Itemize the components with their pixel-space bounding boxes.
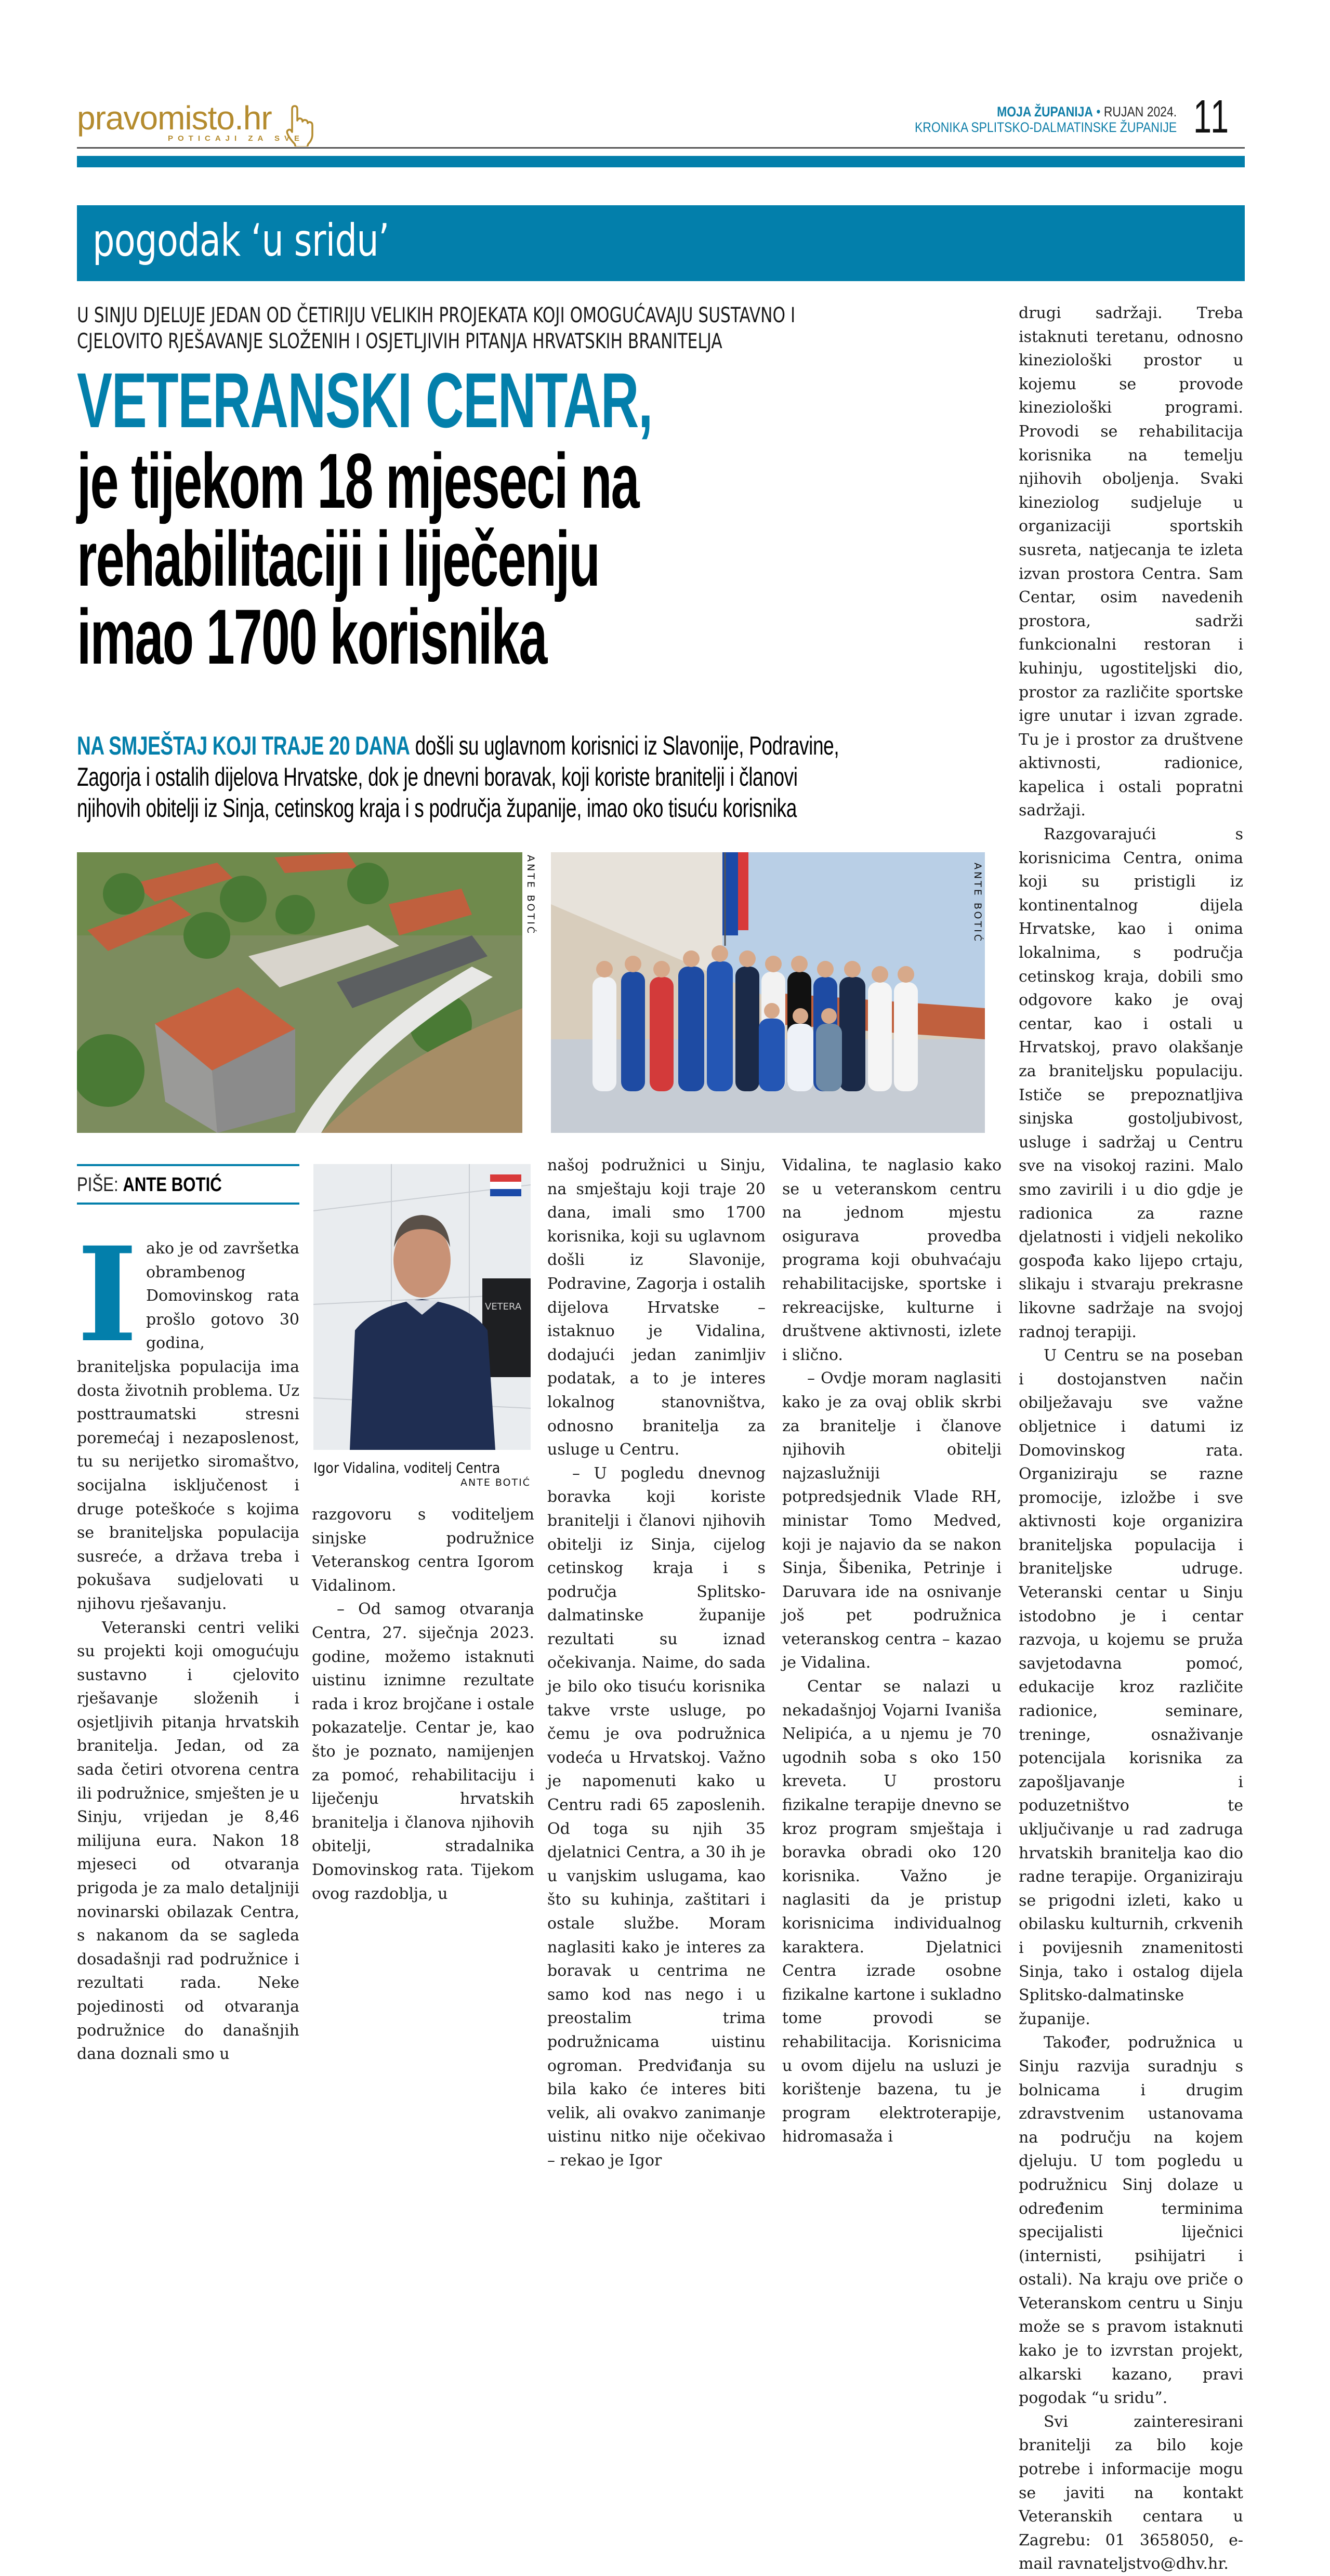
article-paragraph: našoj podružnici u Sinju, na smještaju koji traje 20 dana, imali smo 1700 korisnika, koji su uglavnom došli iz Slavonije, Podravine, Zagorja i ostalih dijelova Hrvatske – istaknuo je Vidalina, dodajući jedan zanimljiv podatak, a to je interes lokalnog stanovništva, odnosno branitelja za usluge u Centru. [547,1156,766,1459]
staff-group-photo [551,852,985,1133]
header-blue-strip [77,156,1245,167]
logo-tagline: POTICAJI ZA SVE [168,134,304,143]
article-column-4 [782,1154,1002,2149]
kicker-line: U SINJU DJELUJE JEDAN OD ČETIRIJU VELIKIH PROJEKATA KOJI OMOGUĆAVAJU SUSTAVNO I [77,303,796,327]
byline-rule-bottom [77,1203,299,1205]
article-column-5 [1019,301,1243,2576]
article-paragraph: Vidalina, te naglasio kako se u veteranskom centru na jednom mjestu osigurava provedba programa koji obuhvaćaju rehabilitacijske, sportske i rekreacijske, kulturne i društvene aktivnosti, izlete i slično. [782,1156,1002,1364]
article-paragraph: drugi sadržaji. Treba istaknuti teretanu, odnosno kineziološki prostor u kojemu se provode kineziološki programi. Provodi se rehabilitacija korisnika na temelju njihovih oboljenja. Svaki kineziolog sudjeluje u organizaciji sportskih susreta, natjecanja te izleta izvan prostora Centra. Sam Centar, osim navedenih prostora, sadrži funkcionalni restoran i kuhinju, ugostiteljski dio, prostor za različite sportske igre unutar i izvan zgrade. Tu je i prostor za društvene aktivnosti, radionice, kapelica i ostali popratni sadržaji. [1019,304,1243,820]
article-column-2 [312,1503,534,1906]
aerial-photo [77,852,522,1133]
kicker-line: CJELOVITO RJEŠAVANJE SLOŽENIH I OSJETLJIVIH PITANJA HRVATSKIH BRANITELJA [77,329,722,353]
article-paragraph: U Centru se na poseban i dostojanstven način obilježavaju sve važne obljetnice i datumi iz Domovinskog rata. Organiziraju se razne promocije, izložbe i sve aktivnosti koje organizira braniteljska populacija i braniteljske udruge. Veteranski centar u Sinju istodobno je i centar razvoja, u kojemu se pruža savjetodavna pomoć, edukacije kroz različite radionice, seminare, treninge, osnaživanje potencijala korisnika za zapošljavanje i poduzetništvo te uključivanje u rad zadruga hrvatskih branitelja kao dio radne terapije. Organiziraju se prigodni izleti, kako u obilasku kulturnih, crkvenih i povijesnih znamenitosti Sinja, tako i ostalog dijela Splitsko-dalmatinske županije. [1019,1346,1243,2028]
portrait-caption: Igor Vidalina, voditelj Centra [313,1459,501,1476]
headline [77,356,1012,680]
portrait-sign-text: VETERA [485,1301,522,1312]
article-paragraph: – U pogledu dnevnog boravka koji koriste branitelji i članovi njihovih obitelji iz Sinja, cijelog cetinskog kraja i s područja Splitsko-dalmatinske županije rezultati su iznad očekivanja. Naime, do sada je bilo oko tisuću korisnika takve vrste usluge, po čemu je ova podružnica vodeća u Hrvatskoj. Važno je napomenuti kako u Centru radi 65 zaposlenih. Od toga su njih 35 djelatnici Centra, a 30 ih je u vanjskim uslugama, kao što su kuhinja, zaštitari i ostale službe. Moram naglasiti kako je interes za boravak u centrima ne samo kod nas nego i u preostalim trima podružnicama uistinu ogroman. Predviđanja su bila kako će interes biti velik, ali ovakvo zanimanje uistinu nitko nije očekivao – rekao je Igor [547,1464,766,2170]
deck-text: došli su uglavnom korisnici iz Slavonije, Podravine, [410,731,839,760]
issue-date: RUJAN 2024. [1103,104,1177,120]
photo-credit: ANTE BOTIĆ [460,1477,531,1488]
deck-lead: NA SMJEŠTAJ KOJI TRAJE 20 DANA [77,731,410,760]
aerial-photo-illustration [77,852,522,1133]
logo-wordmark: pravomisto.hr [77,99,272,137]
article-paragraph: – Od samog otvaranja Centra, 27. siječnja 2023. godine, možemo istaknuti uistinu iznimne rezultate rada i kroz brojčane i ostale pokazatelje. Centar je, kao što je poznato, namijenjen za pomoć, rehabilitaciju i liječenju hrvatskih branitelja i članova njihovih obitelji, stradalnika Domovinskog rata. Tijekom ovog razdoblja, u [312,1600,534,1903]
kicker [77,302,1002,354]
article-paragraph: Centar se nalazi u nekadašnjoj Vojarni Ivaniša Nelipića, a u njemu je 70 ugodnih soba s oko 150 kreveta. U prostoru fizikalne terapije dnevno se kroz program smještaja i boravka obradi oko 120 korisnika. Važno je naglasiti da je pristup korisnicima individualnog karaktera. Djelatnici Centra izrade osobne fizikalne kartone i sukladno tome provodi se rehabilitacija. Korisnicima u ovom dijelu na usluzi je korištenje bazena, tu je program elektroterapije, hidromasaža i [782,1677,1002,2146]
deck-text: Zagorja i ostalih dijelova Hrvatske, dok je dnevni boravak, koji koriste branitelji i članovi [77,762,798,791]
byline [77,1173,222,1196]
deck-text: njihovih obitelji iz Sinja, cetinskog kraja i s područja županije, imao oko tisuću korisnika [77,794,797,823]
byline-author: ANTE BOTIĆ [123,1174,222,1196]
group-photo-illustration [551,852,985,1133]
header-divider [77,147,1245,149]
article-paragraph: Također, podružnica u Sinju razvija suradnju s bolnicama i drugim zdravstvenim ustanovama na području na kojem djeluju. U tom pogledu u podružnicu Sinj dolaze u određenim terminima specijalisti liječnici (internisti, psihijatri i ostali). Na kraju ove priče o Veteranskom centru u Sinju može se s pravom istaknuti kako je to izvrstan projekt, alkarski kazano, pravi pogodak “u sridu”. [1019,2033,1243,2408]
publication-name: MOJA ŽUPANIJA [996,104,1093,120]
pravomisto-logo [77,100,316,149]
pointing-hand-icon [285,105,314,147]
byline-label: PIŠE: [77,1174,118,1196]
page-number: 11 [1193,91,1231,143]
photo-credit: ANTE BOTIĆ [972,863,983,943]
deck [77,730,1007,824]
portrait-photo [313,1164,531,1450]
headline-line: imao 1700 korisnika [77,593,547,680]
headline-highlight: VETERANSKI CENTAR, [77,356,653,444]
photo-credit: ANTE BOTIĆ [525,855,536,935]
article-column-3 [547,1154,766,2173]
byline-rule-top [77,1164,299,1166]
section-band [77,205,1245,281]
article-paragraph: Svi zainteresirani branitelji za bilo koje potrebe i informacije mogu se javiti na kontakt Veteranskih centara u Zagrebu: 01 3658050, e-mail ravnateljstvo@dhv.hr. [1019,2412,1243,2573]
portrait-illustration [313,1164,531,1450]
article-paragraph: – Ovdje moram naglasiti kako je za ovaj oblik skrbi za branitelje i članove njihovih obitelji najzaslužniji potpredsjednik Vlade RH, ministar Tomo Medved, koji je najavio da se nakon Sinja, Šibenika, Petrinje i Daruvara ide na osnivanje još pet podružnica veteranskog centra – kazao je Vidalina. [782,1369,1002,1672]
section-subtitle: KRONIKA SPLITSKO-DALMATINSKE ŽUPANIJE [914,120,1177,135]
drop-cap: I [77,1218,138,1371]
article-paragraph: razgovoru s voditeljem sinjske podružnice Veteranskog centra Igorom Vidalinom. [312,1505,534,1595]
paragraph-text: ako je od završetka obrambenog Domovinskog rata prošlo gotovo 30 godina, braniteljska populacija ima dosta životnih problema. Uz posttraumatski stresni poremećaj i nezaposlenost, tu su nerijetko siromaštvo, socijalna isključenost i druge poteškoće s kojima se braniteljska populacija susreće, a država treba i pokušava sudjelovati u njihovu rješavanju. [77,1239,299,1613]
publication-header [868,104,1177,135]
headline-line: je tijekom 18 mjeseci na [77,437,639,524]
article-paragraph: Veteranski centri veliki su projekti koji omogućuju sustavno i cjelovito rješavanje složenih i osjetljivih pitanja hrvatskih branitelja. Jedan, od za sada četiri otvorena centra ili podružnice, smješten je u Sinju, vrijedan je 8,46 milijuna eura. Nakon 18 mjeseci od otvaranja prigoda je za malo detaljniji novinarski obilazak Centra, s nakanom da se sagleda dosadašnji rad podružnice i rezultati rada. Neke pojedinosti od otvaranja podružnice do današnjih dana doznali smo u [77,1618,299,2064]
section-label: pogodak ‘u sridu’ [93,215,389,267]
article-paragraph [77,1218,299,1616]
article-column-1 [77,1218,299,2066]
separator-dot: • [1096,104,1101,120]
article-paragraph: Razgovarajući s korisnicima Centra, onima koji su pristigli iz kontinentalnog dijela Hrvatske, kao i onima lokalnima, s područja cetinskog kraja, dobili smo odgovore kako je ovaj centar, kao i ostali u Hrvatskoj, pravo olakšanje za braniteljsku populaciju. Ističe se prepoznatljiva sinjska gostoljubivost, usluge i sadržaj u Centru sve na visokoj razini. Malo smo zavirili i u dio gdje je radionica za razne djelatnosti i vidjeli nekoliko gospođa kako lijepo crtaju, slikaju i stvaraju prekrasne likovne sadržaje na svojoj radnoj terapiji. [1019,825,1243,1341]
headline-line: rehabilitaciji i liječenju [77,515,599,602]
